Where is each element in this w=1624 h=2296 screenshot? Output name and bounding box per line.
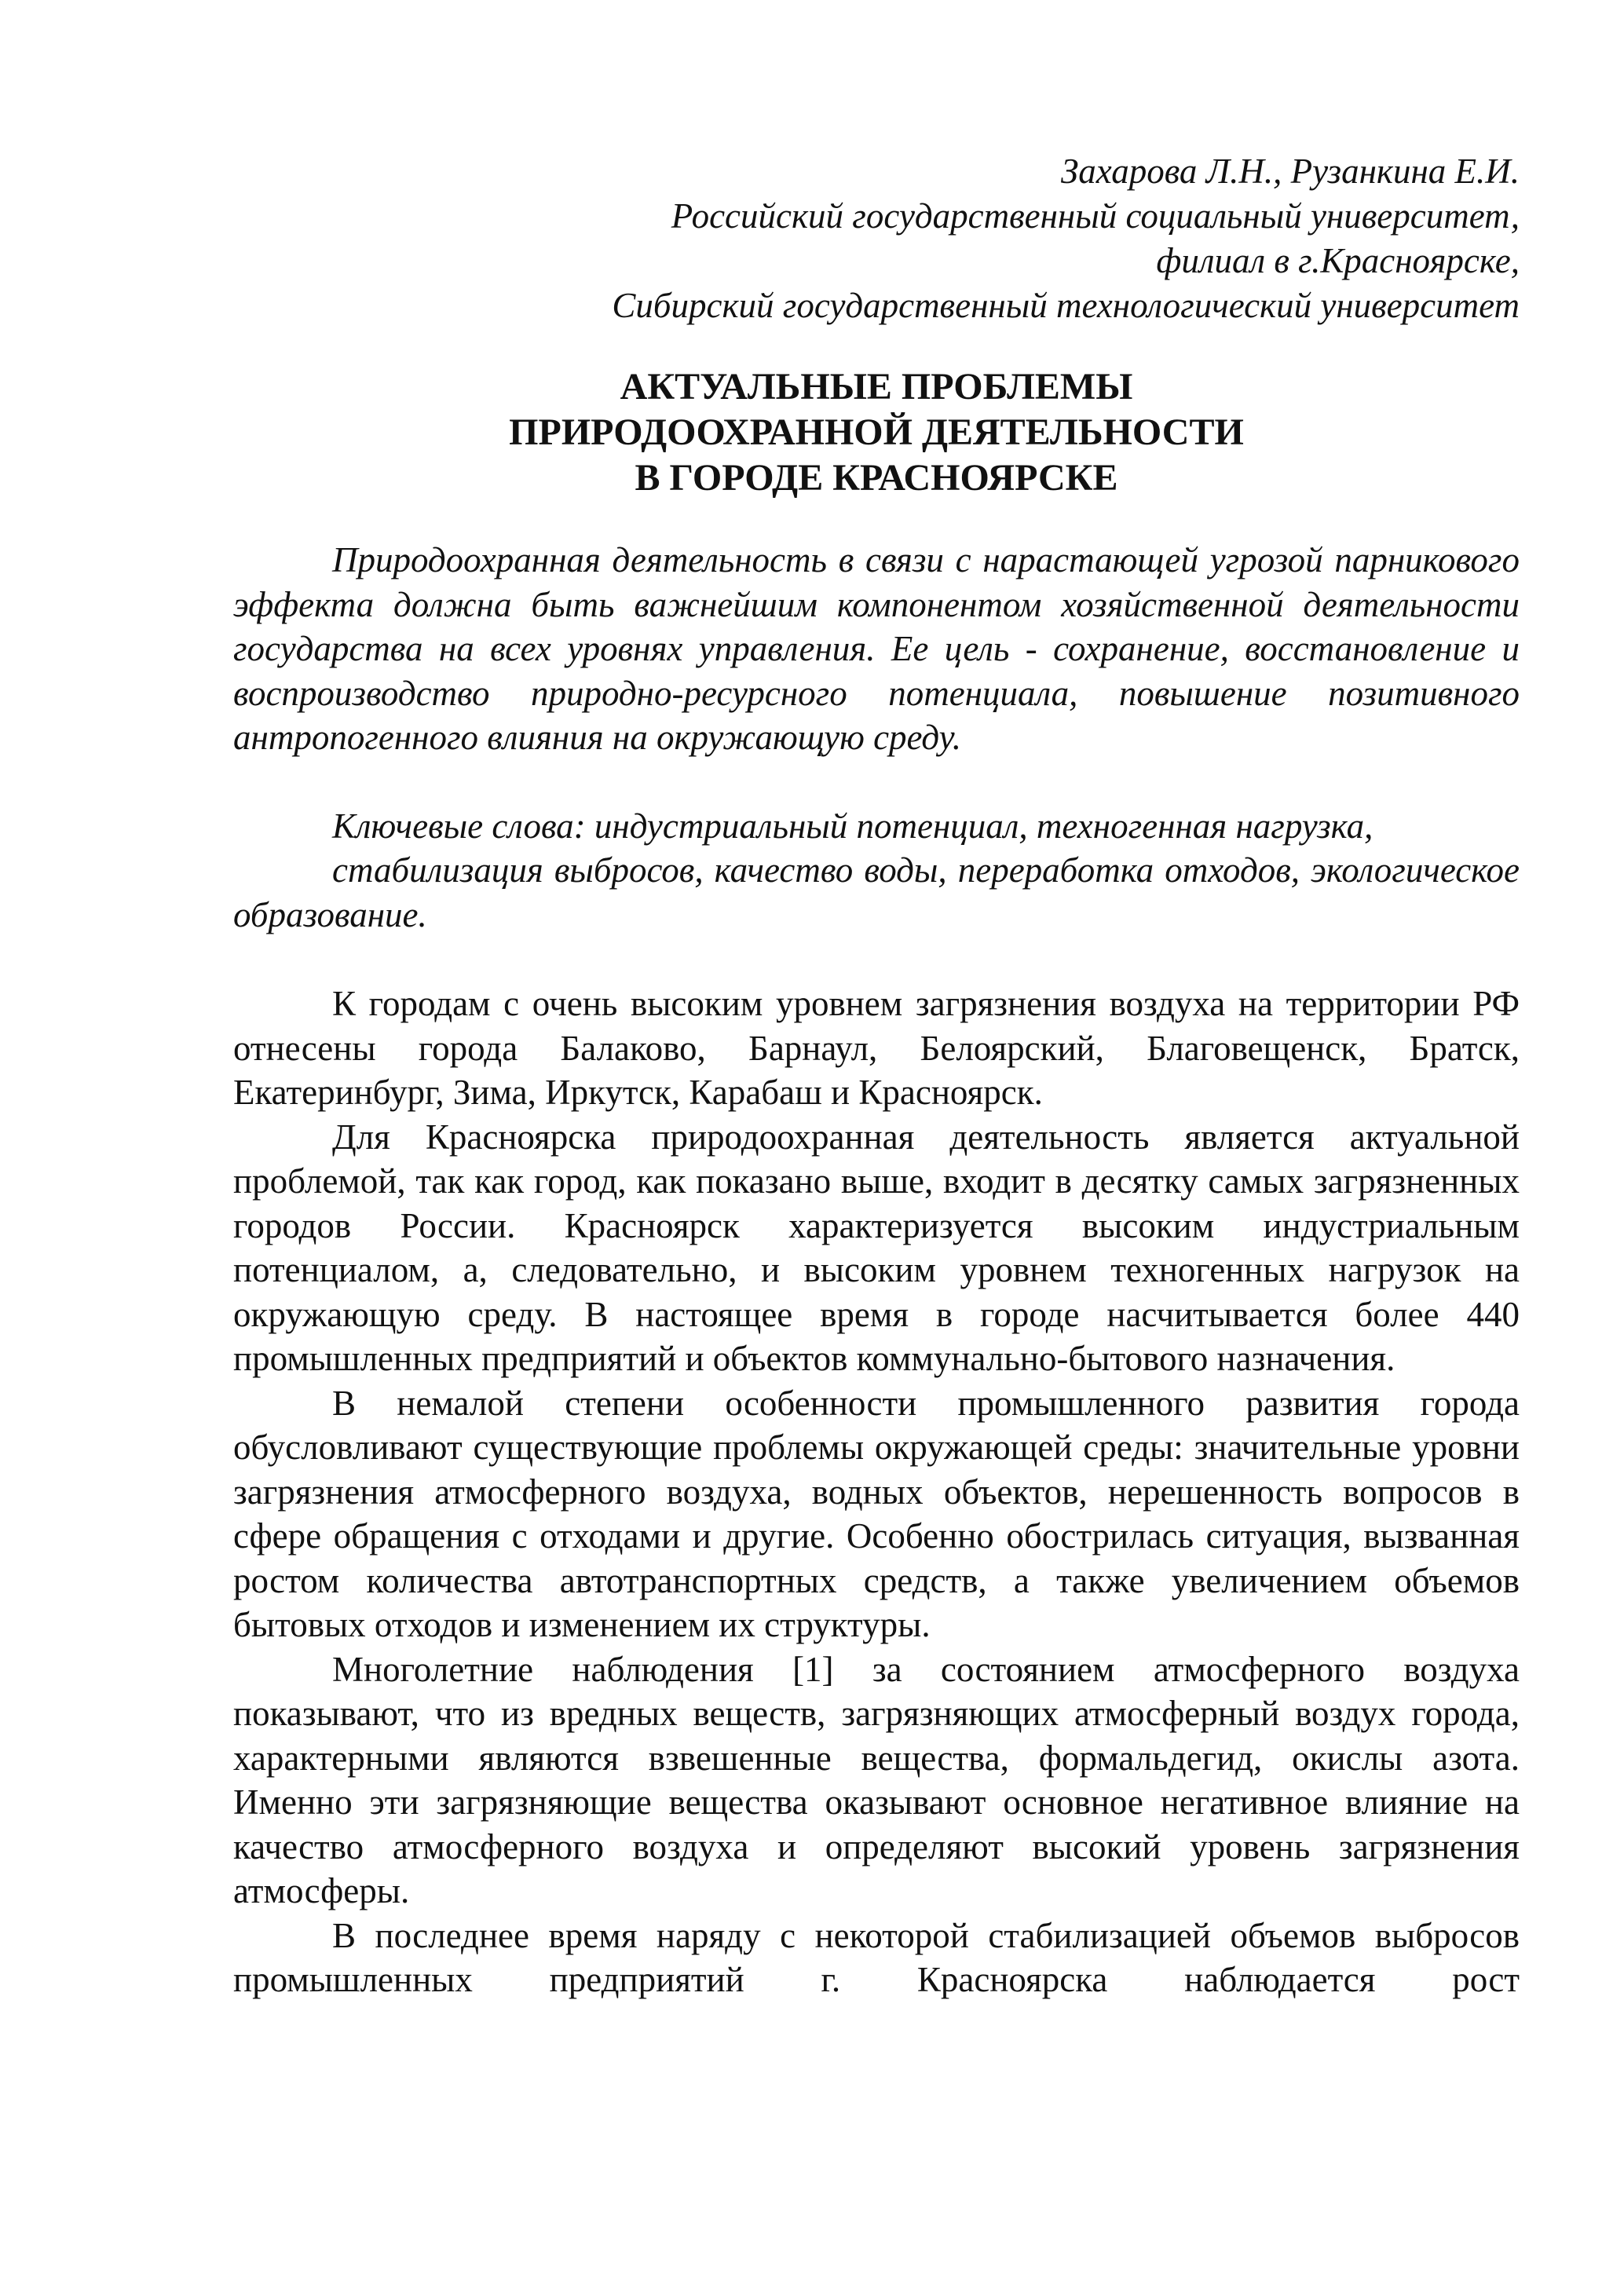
author-block (233, 149, 1520, 328)
body-text (233, 982, 1520, 2002)
paragraph: К городам с очень высоким уровнем загрязнения воздуха на территории РФ отнесены города Балаково, Барнаул, Белоярский, Благовещенск, Братск, Екатеринбург, Зима, Иркутск, Карабаш и Красноярск. (233, 984, 1520, 1112)
title-line: В ГОРОДЕ КРАСНОЯРСКЕ (635, 457, 1118, 499)
document-page (233, 149, 1520, 2002)
author-names: Захарова Л.Н., Рузанкина Е.И. (1061, 152, 1520, 191)
title-line: ПРИРОДООХРАННОЙ ДЕЯТЕЛЬНОСТИ (509, 411, 1244, 453)
title-line: АКТУАЛЬНЫЕ ПРОБЛЕМЫ (620, 366, 1133, 408)
paragraph: Для Красноярска природоохранная деятельность является актуальной проблемой, так как город, как показано выше, входит в десятку самых загрязненных городов России. Красноярск характеризуется высоким индустриальным потенциалом, а, следовательно, и высоким уровнем техногенных нагрузок на окружающую среду. В настоящее время в городе насчитывается более 440 промышленных предприятий и объектов коммунально-бытового назначения. (233, 1117, 1520, 1378)
abstract: Природоохранная деятельность в связи с нарастающей угрозой парникового эффекта должна быть важнейшим компонентом хозяйственной деятельности государства на всех уровнях управления. Ее цель - сохранение, восстановление и воспроизводство природно-ресурсного потенциала, повышение позитивного антропогенного влияния на окружающую среду. (233, 540, 1520, 757)
paragraph: Многолетние наблюдения [1] за состоянием атмосферного воздуха показывают, что из вредных веществ, загрязняющих атмосферный воздух города, характерными являются взвешенные вещества, формальдегид, окислы азота. Именно эти загрязняющие вещества оказывают основное негативное влияние на качество атмосферного воздуха и определяют высокий уровень загрязнения атмосферы. (233, 1649, 1520, 1910)
affiliation-line: филиал в г.Красноярске, (1156, 241, 1520, 280)
affiliation-line: Сибирский государственный технологический университет (612, 286, 1520, 325)
keywords (233, 804, 1520, 938)
keywords-line: стабилизация выбросов, качество воды, переработка отходов, экологическое образование. (233, 850, 1520, 934)
paragraph: В последнее время наряду с некоторой стабилизацией объемов выбросов промышленных предприятий г. Красноярска наблюдается рост (233, 1915, 1520, 1999)
affiliation-line: Российский государственный социальный университет, (671, 196, 1520, 236)
paragraph: В немалой степени особенности промышленного развития города обусловливают существующие проблемы окружающей среды: значительные уровни загрязнения атмосферного воздуха, водных объектов, нерешенность вопросов в сфере обращения с отходами и другие. Особенно обострилась ситуация, вызванная ростом количества автотранспортных средств, а также увеличением объемов бытовых отходов и изменением их структуры. (233, 1383, 1520, 1644)
keywords-line: Ключевые слова: индустриальный потенциал, техногенная нагрузка, (332, 806, 1373, 846)
paper-title (233, 364, 1520, 501)
